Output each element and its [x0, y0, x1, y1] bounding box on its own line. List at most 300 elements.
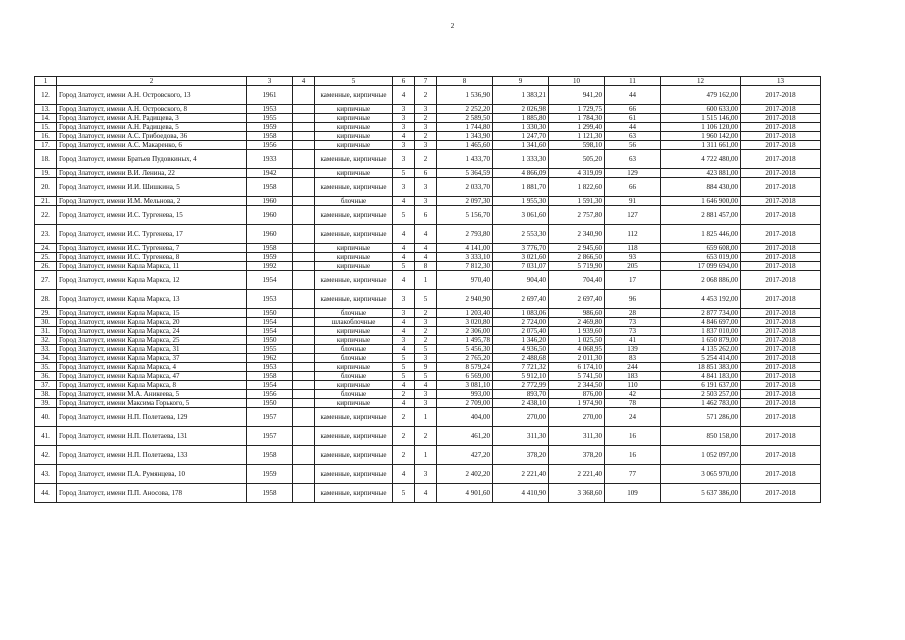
living-area-cell: 2 026,98	[493, 105, 549, 114]
residents-cell: 93	[605, 253, 661, 262]
address-cell: Город Златоуст, имени Братьев Пудовкиных, 4	[57, 150, 247, 169]
period-cell: 2017-2018	[741, 309, 821, 318]
address-cell: Город Златоуст, имени А.С. Грибоедова, 36	[57, 132, 247, 141]
col-4-cell	[293, 206, 315, 225]
row-number-cell: 20.	[35, 178, 57, 197]
cost-cell: 4 453 192,00	[661, 290, 741, 309]
residents-cell: 44	[605, 123, 661, 132]
residents-cell: 73	[605, 318, 661, 327]
floors-cell: 5	[393, 354, 415, 363]
wall-material-cell: каменные, кирпичные	[315, 465, 393, 484]
floors-cell: 5	[393, 206, 415, 225]
residents-cell: 66	[605, 178, 661, 197]
table-row	[35, 86, 821, 105]
cost-cell: 4 846 697,00	[661, 318, 741, 327]
area-owned-cell: 2 469,80	[549, 318, 605, 327]
period-cell: 2017-2018	[741, 336, 821, 345]
area-owned-cell: 5 719,90	[549, 262, 605, 271]
floors-cell: 5	[393, 169, 415, 178]
wall-material-cell: блочные	[315, 345, 393, 354]
total-area-cell: 2 765,20	[437, 354, 493, 363]
total-area-cell: 461,20	[437, 427, 493, 446]
col-4-cell	[293, 141, 315, 150]
residents-cell: 17	[605, 271, 661, 290]
area-owned-cell: 311,30	[549, 427, 605, 446]
residents-cell: 66	[605, 105, 661, 114]
year-built-cell: 1957	[247, 427, 293, 446]
residents-cell: 73	[605, 327, 661, 336]
page-number: 2	[450, 22, 455, 30]
total-area-cell: 4 141,00	[437, 244, 493, 253]
floors-cell: 3	[393, 336, 415, 345]
row-number-cell: 19.	[35, 169, 57, 178]
row-number-cell: 29.	[35, 309, 57, 318]
address-cell: Город Златоуст, имени Карла Маркса, 15	[57, 309, 247, 318]
table-row	[35, 262, 821, 271]
area-owned-cell: 2 697,40	[549, 290, 605, 309]
wall-material-cell: кирпичные	[315, 141, 393, 150]
row-number-cell: 23.	[35, 225, 57, 244]
living-area-cell: 378,20	[493, 446, 549, 465]
year-built-cell: 1954	[247, 381, 293, 390]
area-owned-cell: 505,20	[549, 150, 605, 169]
living-area-cell: 893,70	[493, 390, 549, 399]
address-cell: Город Златоуст, имени И.С. Тургенева, 15	[57, 206, 247, 225]
row-number-cell: 38.	[35, 390, 57, 399]
residents-cell: 127	[605, 206, 661, 225]
floors-cell: 4	[393, 381, 415, 390]
address-cell: Город Златоуст, имени Карла Маркса, 12	[57, 271, 247, 290]
floors-cell: 3	[393, 150, 415, 169]
address-cell: Город Златоуст, имени И.М. Мельнова, 2	[57, 197, 247, 206]
year-built-cell: 1950	[247, 336, 293, 345]
area-owned-cell: 1 729,75	[549, 105, 605, 114]
living-area-cell: 270,00	[493, 408, 549, 427]
total-area-cell: 2 306,00	[437, 327, 493, 336]
living-area-cell: 1 383,21	[493, 86, 549, 105]
cost-cell: 1 311 661,00	[661, 141, 741, 150]
year-built-cell: 1956	[247, 390, 293, 399]
period-cell: 2017-2018	[741, 206, 821, 225]
entrances-cell: 2	[415, 427, 437, 446]
period-cell: 2017-2018	[741, 354, 821, 363]
living-area-cell: 1 083,06	[493, 309, 549, 318]
floors-cell: 5	[393, 484, 415, 503]
address-cell: Город Златоуст, имени А.Н. Радищева, 5	[57, 123, 247, 132]
cost-cell: 2 503 257,00	[661, 390, 741, 399]
living-area-cell: 311,30	[493, 427, 549, 446]
total-area-cell: 2 709,00	[437, 399, 493, 408]
address-cell: Город Златоуст, имени Карла Маркса, 31	[57, 345, 247, 354]
total-area-cell: 3 020,80	[437, 318, 493, 327]
living-area-cell: 2 075,40	[493, 327, 549, 336]
col-4-cell	[293, 363, 315, 372]
living-area-cell: 2 772,99	[493, 381, 549, 390]
year-built-cell: 1955	[247, 345, 293, 354]
wall-material-cell: каменные, кирпичные	[315, 446, 393, 465]
row-number-cell: 13.	[35, 105, 57, 114]
period-cell: 2017-2018	[741, 225, 821, 244]
address-cell: Город Златоуст, имени П.П. Аносова, 178	[57, 484, 247, 503]
table-row	[35, 318, 821, 327]
period-cell: 2017-2018	[741, 372, 821, 381]
total-area-cell: 7 812,30	[437, 262, 493, 271]
total-area-cell: 2 793,80	[437, 225, 493, 244]
floors-cell: 3	[393, 178, 415, 197]
year-built-cell: 1950	[247, 309, 293, 318]
floors-cell: 4	[393, 225, 415, 244]
col-4-cell	[293, 290, 315, 309]
year-built-cell: 1957	[247, 408, 293, 427]
col-4-cell	[293, 178, 315, 197]
row-number-cell: 34.	[35, 354, 57, 363]
column-header: 12	[661, 77, 741, 86]
floors-cell: 5	[393, 363, 415, 372]
living-area-cell: 1 885,80	[493, 114, 549, 123]
address-cell: Город Златоуст, имени М.А. Аникеева, 5	[57, 390, 247, 399]
residents-cell: 91	[605, 197, 661, 206]
entrances-cell: 3	[415, 123, 437, 132]
total-area-cell: 4 901,60	[437, 484, 493, 503]
area-owned-cell: 270,00	[549, 408, 605, 427]
period-cell: 2017-2018	[741, 465, 821, 484]
wall-material-cell: блочные	[315, 354, 393, 363]
total-area-cell: 2 252,20	[437, 105, 493, 114]
column-header: 1	[35, 77, 57, 86]
row-number-cell: 24.	[35, 244, 57, 253]
floors-cell: 4	[393, 244, 415, 253]
table-row	[35, 123, 821, 132]
total-area-cell: 2 402,20	[437, 465, 493, 484]
cost-cell: 17 099 694,00	[661, 262, 741, 271]
col-4-cell	[293, 262, 315, 271]
residents-cell: 112	[605, 225, 661, 244]
year-built-cell: 1961	[247, 86, 293, 105]
wall-material-cell: кирпичные	[315, 132, 393, 141]
floors-cell: 4	[393, 465, 415, 484]
area-owned-cell: 2 757,80	[549, 206, 605, 225]
cost-cell: 2 877 734,00	[661, 309, 741, 318]
entrances-cell: 3	[415, 318, 437, 327]
living-area-cell: 3 021,60	[493, 253, 549, 262]
floors-cell: 4	[393, 253, 415, 262]
wall-material-cell: каменные, кирпичные	[315, 290, 393, 309]
floors-cell: 3	[393, 123, 415, 132]
floors-cell: 4	[393, 86, 415, 105]
cost-cell: 423 881,00	[661, 169, 741, 178]
cost-cell: 659 608,00	[661, 244, 741, 253]
year-built-cell: 1956	[247, 141, 293, 150]
living-area-cell: 2 488,68	[493, 354, 549, 363]
table-row	[35, 206, 821, 225]
cost-cell: 5 254 414,00	[661, 354, 741, 363]
row-number-cell: 32.	[35, 336, 57, 345]
living-area-cell: 2 697,40	[493, 290, 549, 309]
entrances-cell: 3	[415, 354, 437, 363]
table-row	[35, 197, 821, 206]
period-cell: 2017-2018	[741, 345, 821, 354]
floors-cell: 4	[393, 271, 415, 290]
wall-material-cell: каменные, кирпичные	[315, 427, 393, 446]
col-4-cell	[293, 427, 315, 446]
cost-cell: 5 637 386,00	[661, 484, 741, 503]
entrances-cell: 2	[415, 86, 437, 105]
col-4-cell	[293, 484, 315, 503]
living-area-cell: 1 330,30	[493, 123, 549, 132]
table-row	[35, 390, 821, 399]
living-area-cell: 1 881,70	[493, 178, 549, 197]
col-4-cell	[293, 197, 315, 206]
total-area-cell: 993,00	[437, 390, 493, 399]
entrances-cell: 3	[415, 105, 437, 114]
wall-material-cell: кирпичные	[315, 336, 393, 345]
header-row	[35, 77, 821, 86]
col-4-cell	[293, 169, 315, 178]
col-4-cell	[293, 446, 315, 465]
period-cell: 2017-2018	[741, 484, 821, 503]
address-cell: Город Златоуст, имени Карла Маркса, 20	[57, 318, 247, 327]
table-row	[35, 484, 821, 503]
total-area-cell: 1 343,90	[437, 132, 493, 141]
living-area-cell: 1 346,20	[493, 336, 549, 345]
entrances-cell: 3	[415, 390, 437, 399]
entrances-cell: 4	[415, 244, 437, 253]
period-cell: 2017-2018	[741, 381, 821, 390]
table-row	[35, 271, 821, 290]
address-cell: Город Златоуст, имени И.С. Тургенева, 17	[57, 225, 247, 244]
total-area-cell: 6 569,00	[437, 372, 493, 381]
period-cell: 2017-2018	[741, 271, 821, 290]
col-4-cell	[293, 390, 315, 399]
row-number-cell: 25.	[35, 253, 57, 262]
residents-cell: 63	[605, 132, 661, 141]
area-owned-cell: 6 174,10	[549, 363, 605, 372]
cost-cell: 3 065 970,00	[661, 465, 741, 484]
living-area-cell: 1 341,60	[493, 141, 549, 150]
table-row	[35, 225, 821, 244]
wall-material-cell: каменные, кирпичные	[315, 408, 393, 427]
cost-cell: 6 191 637,00	[661, 381, 741, 390]
floors-cell: 3	[393, 105, 415, 114]
floors-cell: 2	[393, 427, 415, 446]
residents-cell: 96	[605, 290, 661, 309]
row-number-cell: 43.	[35, 465, 57, 484]
period-cell: 2017-2018	[741, 178, 821, 197]
table-row	[35, 141, 821, 150]
row-number-cell: 33.	[35, 345, 57, 354]
area-owned-cell: 1 591,30	[549, 197, 605, 206]
row-number-cell: 21.	[35, 197, 57, 206]
area-owned-cell: 4 068,95	[549, 345, 605, 354]
area-owned-cell: 941,20	[549, 86, 605, 105]
cost-cell: 850 158,00	[661, 427, 741, 446]
col-4-cell	[293, 465, 315, 484]
area-owned-cell: 2 344,50	[549, 381, 605, 390]
wall-material-cell: шлакоблочные	[315, 318, 393, 327]
period-cell: 2017-2018	[741, 123, 821, 132]
entrances-cell: 2	[415, 150, 437, 169]
period-cell: 2017-2018	[741, 390, 821, 399]
cost-cell: 4 722 480,00	[661, 150, 741, 169]
table-row	[35, 309, 821, 318]
period-cell: 2017-2018	[741, 253, 821, 262]
floors-cell: 2	[393, 446, 415, 465]
col-4-cell	[293, 244, 315, 253]
housing-table	[34, 76, 821, 503]
row-number-cell: 42.	[35, 446, 57, 465]
residents-cell: 28	[605, 309, 661, 318]
wall-material-cell: кирпичные	[315, 244, 393, 253]
living-area-cell: 904,40	[493, 271, 549, 290]
area-owned-cell: 1 025,50	[549, 336, 605, 345]
wall-material-cell: кирпичные	[315, 169, 393, 178]
area-owned-cell: 1 974,90	[549, 399, 605, 408]
area-owned-cell: 378,20	[549, 446, 605, 465]
area-owned-cell: 2 340,90	[549, 225, 605, 244]
floors-cell: 5	[393, 262, 415, 271]
column-header: 3	[247, 77, 293, 86]
total-area-cell: 2 097,30	[437, 197, 493, 206]
table-row	[35, 244, 821, 253]
cost-cell: 2 881 457,00	[661, 206, 741, 225]
column-header: 7	[415, 77, 437, 86]
living-area-cell: 7 031,07	[493, 262, 549, 271]
address-cell: Город Златоуст, имени Карла Маркса, 4	[57, 363, 247, 372]
row-number-cell: 30.	[35, 318, 57, 327]
cost-cell: 479 162,00	[661, 86, 741, 105]
col-4-cell	[293, 309, 315, 318]
address-cell: Город Златоуст, имени Карла Маркса, 37	[57, 354, 247, 363]
entrances-cell: 2	[415, 309, 437, 318]
table-row	[35, 253, 821, 262]
wall-material-cell: блочные	[315, 309, 393, 318]
period-cell: 2017-2018	[741, 290, 821, 309]
col-4-cell	[293, 114, 315, 123]
column-header: 11	[605, 77, 661, 86]
col-4-cell	[293, 336, 315, 345]
cost-cell: 4 841 183,00	[661, 372, 741, 381]
cost-cell: 1 960 142,00	[661, 132, 741, 141]
row-number-cell: 12.	[35, 86, 57, 105]
living-area-cell: 3 776,70	[493, 244, 549, 253]
total-area-cell: 3 081,10	[437, 381, 493, 390]
year-built-cell: 1962	[247, 354, 293, 363]
table-row	[35, 178, 821, 197]
period-cell: 2017-2018	[741, 169, 821, 178]
col-4-cell	[293, 372, 315, 381]
period-cell: 2017-2018	[741, 150, 821, 169]
table-row	[35, 336, 821, 345]
col-4-cell	[293, 318, 315, 327]
year-built-cell: 1933	[247, 150, 293, 169]
table-row	[35, 105, 821, 114]
wall-material-cell: кирпичные	[315, 399, 393, 408]
table-row	[35, 290, 821, 309]
col-4-cell	[293, 408, 315, 427]
living-area-cell: 5 912,10	[493, 372, 549, 381]
area-owned-cell: 986,60	[549, 309, 605, 318]
row-number-cell: 44.	[35, 484, 57, 503]
total-area-cell: 1 744,80	[437, 123, 493, 132]
year-built-cell: 1960	[247, 206, 293, 225]
table-row	[35, 465, 821, 484]
residents-cell: 110	[605, 381, 661, 390]
floors-cell: 4	[393, 327, 415, 336]
total-area-cell: 5 156,70	[437, 206, 493, 225]
column-header: 2	[57, 77, 247, 86]
row-number-cell: 27.	[35, 271, 57, 290]
living-area-cell: 1 955,30	[493, 197, 549, 206]
entrances-cell: 3	[415, 465, 437, 484]
residents-cell: 61	[605, 114, 661, 123]
cost-cell: 1 646 900,00	[661, 197, 741, 206]
entrances-cell: 2	[415, 336, 437, 345]
cost-cell: 1 515 146,00	[661, 114, 741, 123]
address-cell: Город Златоуст, имени И.С. Тургенева, 7	[57, 244, 247, 253]
column-header: 13	[741, 77, 821, 86]
address-cell: Город Златоуст, имени Н.П. Полетаева, 131	[57, 427, 247, 446]
address-cell: Город Златоуст, имени А.Н. Радищева, 3	[57, 114, 247, 123]
table-row	[35, 169, 821, 178]
living-area-cell: 2 553,30	[493, 225, 549, 244]
row-number-cell: 31.	[35, 327, 57, 336]
area-owned-cell: 704,40	[549, 271, 605, 290]
area-owned-cell: 1 784,30	[549, 114, 605, 123]
wall-material-cell: кирпичные	[315, 253, 393, 262]
wall-material-cell: блочные	[315, 390, 393, 399]
table-row	[35, 399, 821, 408]
row-number-cell: 15.	[35, 123, 57, 132]
col-4-cell	[293, 123, 315, 132]
col-4-cell	[293, 253, 315, 262]
living-area-cell: 4 936,50	[493, 345, 549, 354]
table-row	[35, 363, 821, 372]
total-area-cell: 5 364,59	[437, 169, 493, 178]
table-row	[35, 150, 821, 169]
total-area-cell: 1 433,70	[437, 150, 493, 169]
column-header: 8	[437, 77, 493, 86]
col-4-cell	[293, 399, 315, 408]
address-cell: Город Златоуст, имени Н.П. Полетаева, 129	[57, 408, 247, 427]
entrances-cell: 3	[415, 197, 437, 206]
period-cell: 2017-2018	[741, 327, 821, 336]
residents-cell: 77	[605, 465, 661, 484]
year-built-cell: 1958	[247, 244, 293, 253]
total-area-cell: 8 579,24	[437, 363, 493, 372]
entrances-cell: 6	[415, 206, 437, 225]
area-owned-cell: 1 299,40	[549, 123, 605, 132]
year-built-cell: 1958	[247, 132, 293, 141]
residents-cell: 109	[605, 484, 661, 503]
row-number-cell: 14.	[35, 114, 57, 123]
table-row	[35, 132, 821, 141]
year-built-cell: 1958	[247, 484, 293, 503]
area-owned-cell: 2 866,50	[549, 253, 605, 262]
period-cell: 2017-2018	[741, 446, 821, 465]
total-area-cell: 2 589,50	[437, 114, 493, 123]
entrances-cell: 3	[415, 141, 437, 150]
column-header: 6	[393, 77, 415, 86]
address-cell: Город Златоуст, имени Карла Маркса, 24	[57, 327, 247, 336]
total-area-cell: 1 536,90	[437, 86, 493, 105]
row-number-cell: 37.	[35, 381, 57, 390]
col-4-cell	[293, 105, 315, 114]
area-owned-cell: 1 121,30	[549, 132, 605, 141]
cost-cell: 4 135 262,00	[661, 345, 741, 354]
table-row	[35, 114, 821, 123]
period-cell: 2017-2018	[741, 427, 821, 446]
table-row	[35, 427, 821, 446]
